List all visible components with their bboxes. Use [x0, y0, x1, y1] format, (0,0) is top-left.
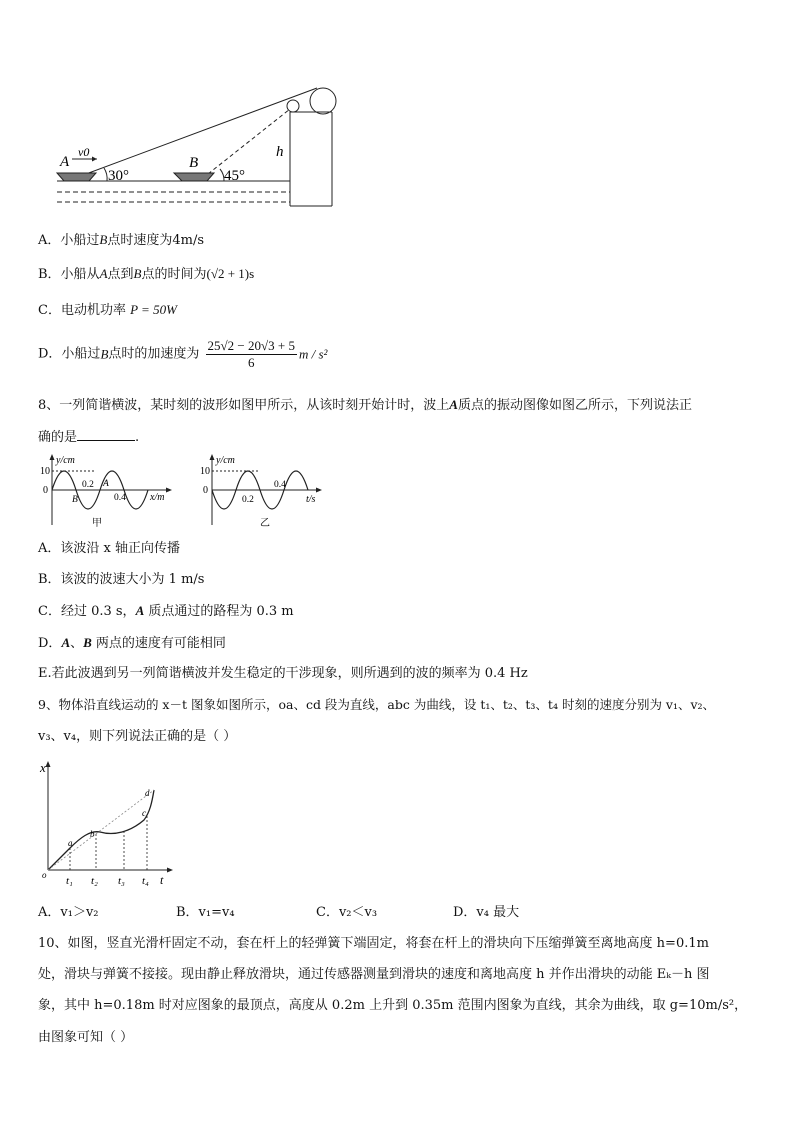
label-b: B: [189, 155, 199, 171]
label-v0: v0: [78, 145, 90, 159]
q8-stem-line2: 确的是 .: [38, 430, 140, 445]
axis-x-label: x: [40, 760, 46, 775]
jia-xlabel: x/m: [150, 492, 165, 503]
boat-a: [57, 173, 96, 181]
boat-b: [174, 173, 214, 181]
angle-45: 45°: [224, 168, 245, 184]
q9-option-c: C．v₂＜v₃: [316, 905, 378, 920]
jia-tick-02: 0.2: [82, 480, 94, 490]
q9-option-d: D．v₄ 最大: [453, 905, 520, 920]
jia-y10: 10: [40, 466, 50, 477]
yi-tick-04: 0.4: [274, 480, 286, 490]
axis-t-label: t: [160, 873, 164, 887]
label-h: h: [276, 144, 284, 160]
yi-y10: 10: [200, 466, 210, 477]
jia-label-a: A: [103, 479, 109, 489]
q8-option-b: B．该波的波速大小为 1 m/s: [38, 572, 205, 587]
tick-t3: t₃: [118, 875, 125, 887]
tick-t4: t₄: [142, 875, 149, 887]
q8-option-a: A．该波沿 x 轴正向传播: [38, 541, 180, 556]
q7-option-d: D．小船过B点时的加速度为 $\frac{25√2 - 20√3 + 5}{6}$ m / s²: [38, 338, 328, 370]
jia-tick-04: 0.4: [114, 493, 126, 503]
yi-xlabel: t/s: [306, 494, 316, 505]
q10-line3: 象，其中 h=0.18m 时对应图象的最顶点，高度从 0.2m 上升到 0.35m 范围内图象为直线，其余为曲线，取 g=10m/s²，: [38, 998, 748, 1013]
vibration-graph-yi: [198, 452, 328, 532]
q10-line4: 由图象可知（ ）: [38, 1030, 134, 1045]
q7-option-b: B．小船从A点到B点的时间为(√2 + 1)s: [38, 266, 255, 282]
q8-option-c: C．经过 0.3 s，A 质点通过的路程为 0.3 m: [38, 603, 294, 619]
point-d: d: [145, 788, 150, 798]
jia-ylabel: y/cm: [56, 455, 75, 466]
yi-tick-02: 0.2: [242, 495, 254, 505]
point-a: a: [68, 838, 73, 848]
yi-caption: 乙: [260, 518, 270, 529]
q10-line1: 10、如图，竖直光滑杆固定不动，套在杆上的轻弹簧下端固定，将套在杆上的滑块向下压缩弹簧至离地高度 h=0.1m: [38, 936, 709, 951]
acceleration-fraction: $\frac{25√2 - 20√3 + 5}{6}$: [207, 338, 295, 370]
q8-option-d: D．A、B 两点的速度有可能相同: [38, 635, 226, 651]
yi-y0: 0: [203, 485, 208, 496]
jia-label-b: B: [72, 495, 78, 505]
answer-blank[interactable]: [77, 428, 135, 441]
point-c: c: [142, 808, 146, 818]
q7-option-a: A．小船过B点时速度为4m/s: [38, 232, 204, 248]
q9-option-a: A．v₁＞v₂: [38, 905, 99, 920]
q10-line2: 处，滑块与弹簧不接接。现由静止释放滑块，通过传感器测量到滑块的速度和离地高度 h 并作出滑块的动能 Eₖ－h 图: [38, 967, 710, 982]
angle-30: 30°: [108, 168, 129, 184]
point-b: b: [90, 829, 95, 839]
jia-caption: 甲: [92, 518, 102, 529]
tick-t2: t₂: [91, 875, 98, 887]
q8-option-e: E.若此波遇到另一列简谐横波并发生稳定的干涉现象，则所遇到的波的频率为 0.4 Hz: [38, 666, 528, 681]
jia-y0: 0: [43, 485, 48, 496]
yi-ylabel: y/cm: [216, 455, 235, 466]
x-t-graph: [34, 756, 176, 892]
q9-stem-line2: v₃、v₄，则下列说法正确的是（ ）: [38, 729, 237, 744]
q7-option-c: C．电动机功率 P = 50W: [38, 302, 177, 318]
q8-stem-line1: 8、一列简谐横波，某时刻的波形如图甲所示，从该时刻开始计时，波上A质点的振动图像如图乙所示，下列说法正: [38, 397, 692, 413]
label-a: A: [60, 154, 70, 170]
q9-option-b: B．v₁=v₄: [176, 905, 235, 920]
q9-stem-line1: 9、物体沿直线运动的 x－t 图象如图所示，oa、cd 段为直线，abc 为曲线，设 t₁、t₂、t₃、t₄ 时刻的速度分别为 v₁、v₂、: [38, 697, 716, 712]
tick-t1: t₁: [66, 875, 73, 887]
boat-pulley-figure: [52, 82, 352, 210]
wave-graph-jia: [38, 452, 174, 532]
origin-label: o: [42, 870, 47, 880]
